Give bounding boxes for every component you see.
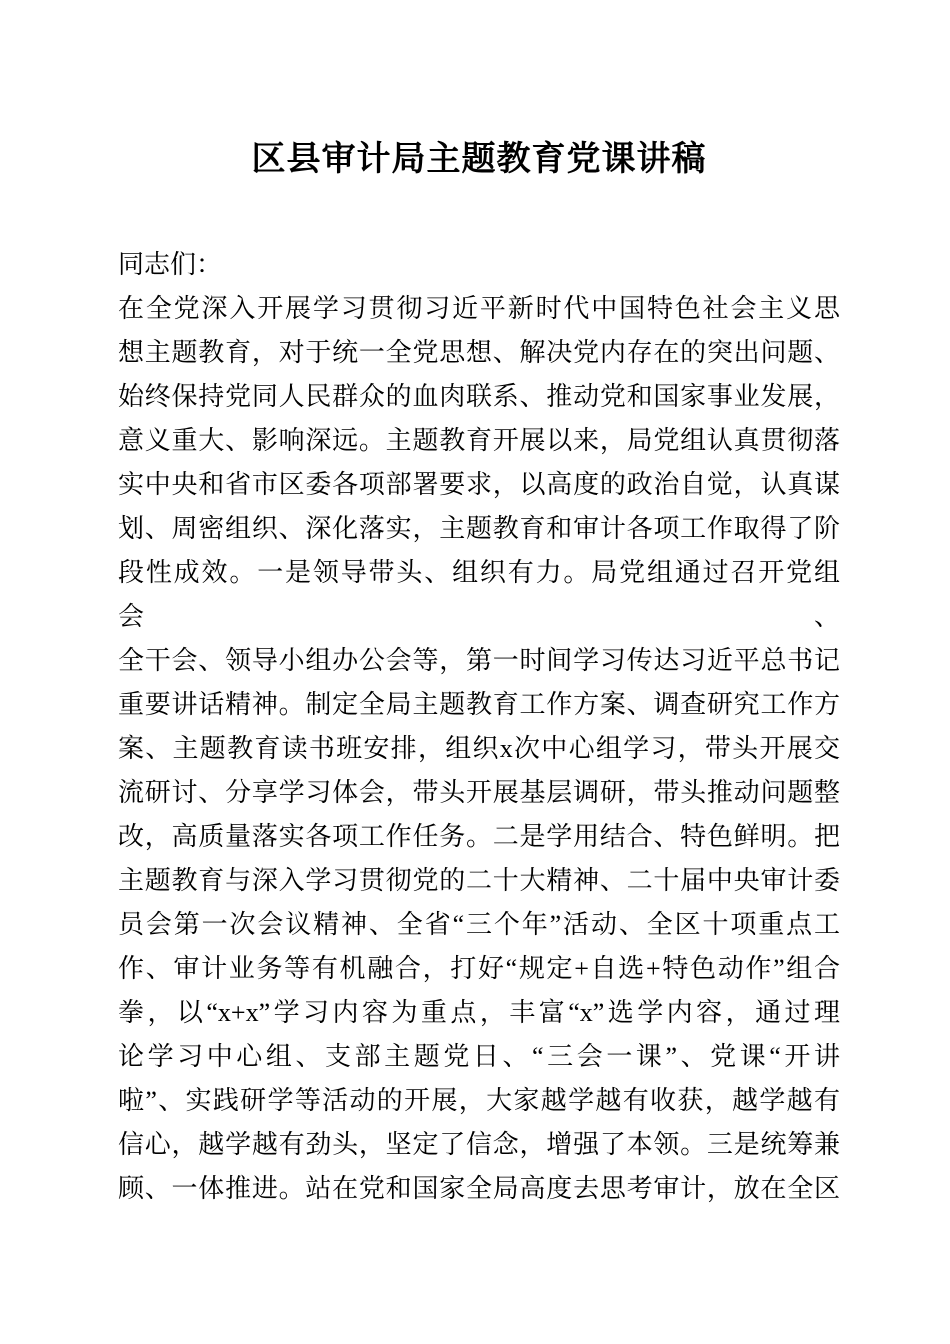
- document-title: 区县审计局主题教育党课讲稿: [251, 141, 707, 178]
- body-line: 啦”、实践研学等活动的开展，大家越学越有收获，越学越有: [118, 1086, 840, 1115]
- body-line: 实中央和省市区委各项部署要求，以高度的政治自觉，认真谋: [118, 470, 840, 499]
- body-line: 段性成效。一是领导带头、组织有力。局党组通过召开党组会、: [118, 558, 840, 631]
- body-line: 重要讲话精神。制定全局主题教育工作方案、调查研究工作方: [118, 690, 840, 719]
- body-line: 意义重大、影响深远。主题教育开展以来，局党组认真贯彻落: [118, 426, 840, 455]
- body-line: 论学习中心组、支部主题党日、“三会一课”、党课“开讲: [118, 1042, 840, 1071]
- body-line: 全干会、领导小组办公会等，第一时间学习传达习近平总书记: [118, 646, 840, 675]
- body-line: 划、周密组织、深化落实，主题教育和审计各项工作取得了阶: [118, 514, 840, 543]
- body-line: 改，高质量落实各项工作任务。二是学用结合、特色鲜明。把: [118, 822, 840, 851]
- salutation: 同志们：: [118, 250, 223, 279]
- body-line: 信心，越学越有劲头，坚定了信念，增强了本领。三是统筹兼: [118, 1130, 840, 1159]
- body-line: 主题教育与深入学习贯彻党的二十大精神、二十届中央审计委: [118, 866, 840, 895]
- body-line: 在全党深入开展学习贯彻习近平新时代中国特色社会主义思: [118, 294, 840, 323]
- body-line: 拳，以“x+x”学习内容为重点，丰富“x”选学内容，通过理: [118, 998, 840, 1027]
- body-line: 员会第一次会议精神、全省“三个年”活动、全区十项重点工: [118, 910, 840, 939]
- body-line: 想主题教育，对于统一全党思想、解决党内存在的突出问题、: [118, 338, 840, 367]
- document-body: [118, 287, 840, 1211]
- body-line: 始终保持党同人民群众的血肉联系、推动党和国家事业发展，: [118, 382, 840, 411]
- body-line: 流研讨、分享学习体会，带头开展基层调研，带头推动问题整: [118, 778, 840, 807]
- body-line: 作、审计业务等有机融合，打好“规定+自选+特色动作”组合: [118, 954, 840, 983]
- body-line: 顾、一体推进。站在党和国家全局高度去思考审计，放在全区: [118, 1174, 840, 1203]
- body-line: 案、主题教育读书班安排，组织x次中心组学习，带头开展交: [118, 734, 840, 763]
